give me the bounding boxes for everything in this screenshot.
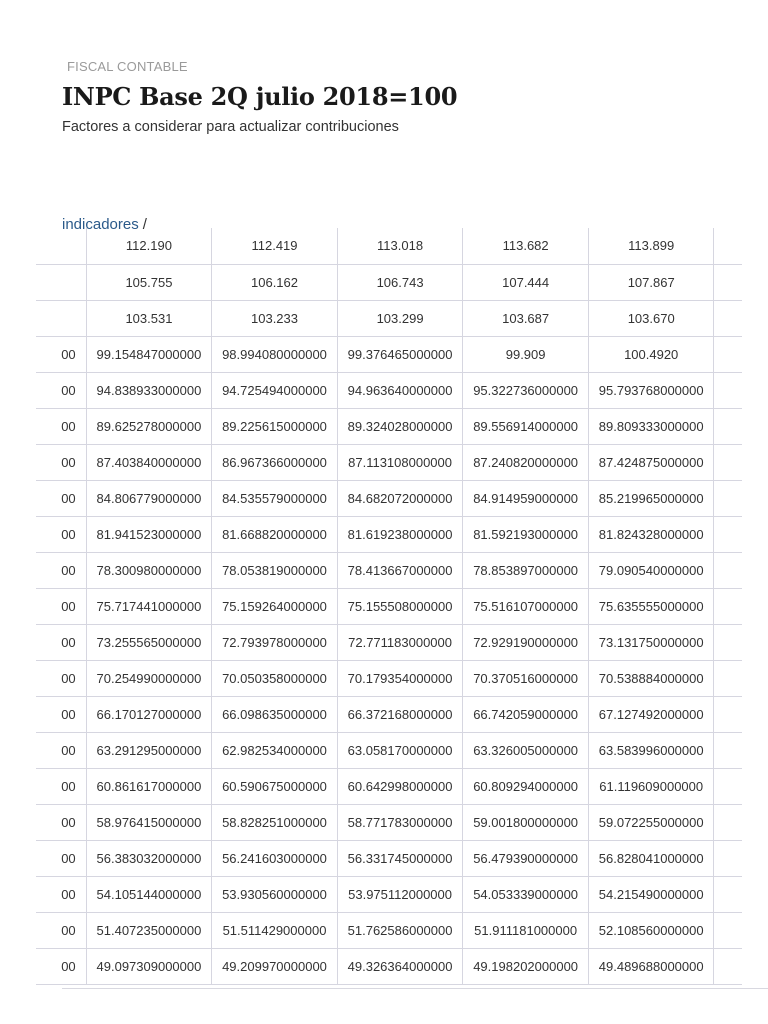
- table-cell: 73.131750000000: [588, 624, 714, 660]
- table-cell-lead: 00: [36, 624, 86, 660]
- table-cell: 103.233: [212, 300, 338, 336]
- table-cell-tail: [714, 948, 742, 984]
- table-cell: 58.828251000000: [212, 804, 338, 840]
- table-row: [36, 408, 742, 444]
- table-cell: 89.625278000000: [86, 408, 212, 444]
- table-cell: 99.909: [463, 336, 589, 372]
- table-cell: 60.861617000000: [86, 768, 212, 804]
- table-row: [36, 912, 742, 948]
- table-cell: 89.556914000000: [463, 408, 589, 444]
- table-cell: 75.159264000000: [212, 588, 338, 624]
- table-cell-lead: 00: [36, 840, 86, 876]
- table-cell: 54.105144000000: [86, 876, 212, 912]
- table-row: [36, 804, 742, 840]
- table-cell: 56.241603000000: [212, 840, 338, 876]
- table-cell: 107.867: [588, 264, 714, 300]
- table-cell: 113.018: [337, 228, 463, 264]
- page-subtitle: Factores a considerar para actualizar contribuciones: [62, 119, 399, 135]
- table-cell: 61.119609000000: [588, 768, 714, 804]
- inpc-table-body: [36, 228, 742, 984]
- table-cell: 58.771783000000: [337, 804, 463, 840]
- breadcrumb-separator: /: [142, 216, 147, 233]
- table-row: [36, 552, 742, 588]
- table-row: [36, 732, 742, 768]
- table-cell: 94.963640000000: [337, 372, 463, 408]
- table-cell: 81.619238000000: [337, 516, 463, 552]
- table-cell: 54.053339000000: [463, 876, 589, 912]
- table-row: [36, 660, 742, 696]
- table-cell: 100.4920: [588, 336, 714, 372]
- table-cell: 112.419: [212, 228, 338, 264]
- table-cell: 70.179354000000: [337, 660, 463, 696]
- table-cell: 99.376465000000: [337, 336, 463, 372]
- table-cell: 72.771183000000: [337, 624, 463, 660]
- table-cell-lead: 00: [36, 480, 86, 516]
- table-cell: 94.725494000000: [212, 372, 338, 408]
- table-cell: 51.511429000000: [212, 912, 338, 948]
- table-row: [36, 300, 742, 336]
- table-cell: 58.976415000000: [86, 804, 212, 840]
- table-cell: 53.930560000000: [212, 876, 338, 912]
- table-cell: 72.929190000000: [463, 624, 589, 660]
- table-cell: 49.489688000000: [588, 948, 714, 984]
- table-cell: 63.291295000000: [86, 732, 212, 768]
- table-cell: 66.372168000000: [337, 696, 463, 732]
- table-cell: 75.717441000000: [86, 588, 212, 624]
- table-cell: 60.642998000000: [337, 768, 463, 804]
- table-cell: 70.254990000000: [86, 660, 212, 696]
- table-cell: 112.190: [86, 228, 212, 264]
- table-cell: 103.687: [463, 300, 589, 336]
- table-row: [36, 696, 742, 732]
- table-cell: 87.403840000000: [86, 444, 212, 480]
- table-cell: 62.982534000000: [212, 732, 338, 768]
- table-cell: 84.682072000000: [337, 480, 463, 516]
- table-cell: 94.838933000000: [86, 372, 212, 408]
- table-cell: 81.592193000000: [463, 516, 589, 552]
- table-cell-tail: [714, 408, 742, 444]
- table-cell: 67.127492000000: [588, 696, 714, 732]
- table-cell-lead: 00: [36, 696, 86, 732]
- table-cell: 49.326364000000: [337, 948, 463, 984]
- table-row: [36, 768, 742, 804]
- table-cell: 103.531: [86, 300, 212, 336]
- table-cell: 84.914959000000: [463, 480, 589, 516]
- table-cell: 70.050358000000: [212, 660, 338, 696]
- breadcrumb-link-indicadores[interactable]: indicadores: [62, 216, 139, 233]
- table-row: [36, 624, 742, 660]
- table-cell: 72.793978000000: [212, 624, 338, 660]
- table-cell: 87.424875000000: [588, 444, 714, 480]
- table-cell: 95.322736000000: [463, 372, 589, 408]
- table-cell-tail: [714, 444, 742, 480]
- table-row: [36, 876, 742, 912]
- page-title: INPC Base 2Q julio 2018=100: [62, 82, 458, 111]
- table-cell: 66.742059000000: [463, 696, 589, 732]
- table-cell: 56.331745000000: [337, 840, 463, 876]
- table-cell-tail: [714, 912, 742, 948]
- table-cell: 56.479390000000: [463, 840, 589, 876]
- table-cell: 95.793768000000: [588, 372, 714, 408]
- table-cell: 106.162: [212, 264, 338, 300]
- table-cell: 70.538884000000: [588, 660, 714, 696]
- table-cell-tail: [714, 516, 742, 552]
- table-cell: 54.215490000000: [588, 876, 714, 912]
- table-cell: 51.911181000000: [463, 912, 589, 948]
- table-cell-tail: [714, 876, 742, 912]
- table-cell: 51.407235000000: [86, 912, 212, 948]
- table-cell: 113.682: [463, 228, 589, 264]
- table-cell-tail: [714, 336, 742, 372]
- table-row: [36, 372, 742, 408]
- table-cell: 89.324028000000: [337, 408, 463, 444]
- table-cell-lead: 00: [36, 732, 86, 768]
- table-cell: 70.370516000000: [463, 660, 589, 696]
- table-cell-lead: 00: [36, 552, 86, 588]
- table-cell: 78.413667000000: [337, 552, 463, 588]
- table-row: [36, 228, 742, 264]
- table-cell: 99.154847000000: [86, 336, 212, 372]
- table-cell-lead: 00: [36, 372, 86, 408]
- table-cell: 78.853897000000: [463, 552, 589, 588]
- table-cell: 52.108560000000: [588, 912, 714, 948]
- table-cell-lead: 00: [36, 336, 86, 372]
- table-cell: 107.444: [463, 264, 589, 300]
- table-cell-lead: 00: [36, 768, 86, 804]
- table-cell-lead: 00: [36, 516, 86, 552]
- table-cell: 53.975112000000: [337, 876, 463, 912]
- table-cell: 78.300980000000: [86, 552, 212, 588]
- inpc-table: [36, 228, 742, 985]
- table-cell: 86.967366000000: [212, 444, 338, 480]
- table-cell: 49.097309000000: [86, 948, 212, 984]
- table-cell: 49.209970000000: [212, 948, 338, 984]
- table-cell: 87.240820000000: [463, 444, 589, 480]
- table-cell-tail: [714, 804, 742, 840]
- table-cell: 89.809333000000: [588, 408, 714, 444]
- table-cell: 63.058170000000: [337, 732, 463, 768]
- table-cell-lead: [36, 300, 86, 336]
- table-cell-tail: [714, 696, 742, 732]
- table-cell: 60.809294000000: [463, 768, 589, 804]
- table-cell: 51.762586000000: [337, 912, 463, 948]
- table-row: [36, 516, 742, 552]
- table-cell: 75.155508000000: [337, 588, 463, 624]
- table-cell: 89.225615000000: [212, 408, 338, 444]
- table-cell-lead: 00: [36, 444, 86, 480]
- table-cell: 56.828041000000: [588, 840, 714, 876]
- table-cell-tail: [714, 480, 742, 516]
- table-cell-lead: [36, 264, 86, 300]
- table-cell-tail: [714, 588, 742, 624]
- table-cell: 98.994080000000: [212, 336, 338, 372]
- table-cell-tail: [714, 768, 742, 804]
- table-row: [36, 480, 742, 516]
- table-cell: 81.824328000000: [588, 516, 714, 552]
- table-cell-tail: [714, 264, 742, 300]
- table-cell-tail: [714, 624, 742, 660]
- table-row: [36, 840, 742, 876]
- table-cell: 59.072255000000: [588, 804, 714, 840]
- table-cell-tail: [714, 300, 742, 336]
- table-row: [36, 444, 742, 480]
- table-cell: 75.516107000000: [463, 588, 589, 624]
- table-cell-lead: 00: [36, 948, 86, 984]
- table-cell-tail: [714, 372, 742, 408]
- table-cell-lead: 00: [36, 408, 86, 444]
- table-cell: 49.198202000000: [463, 948, 589, 984]
- table-cell: 66.098635000000: [212, 696, 338, 732]
- table-cell: 81.941523000000: [86, 516, 212, 552]
- inpc-table-scroll-area[interactable]: [61, 238, 768, 989]
- table-cell: 75.635555000000: [588, 588, 714, 624]
- table-cell: 113.899: [588, 228, 714, 264]
- table-cell: 84.806779000000: [86, 480, 212, 516]
- table-cell: 105.755: [86, 264, 212, 300]
- table-cell: 73.255565000000: [86, 624, 212, 660]
- table-cell-lead: 00: [36, 876, 86, 912]
- table-cell-tail: [714, 660, 742, 696]
- table-row: [36, 264, 742, 300]
- table-cell: 59.001800000000: [463, 804, 589, 840]
- table-cell-tail: [714, 552, 742, 588]
- table-cell: 79.090540000000: [588, 552, 714, 588]
- table-cell-tail: [714, 228, 742, 264]
- table-cell-lead: 00: [36, 804, 86, 840]
- table-cell: 78.053819000000: [212, 552, 338, 588]
- table-row: [36, 588, 742, 624]
- table-cell-tail: [714, 732, 742, 768]
- table-cell: 56.383032000000: [86, 840, 212, 876]
- table-row: [36, 336, 742, 372]
- table-row: [36, 948, 742, 984]
- table-cell: 66.170127000000: [86, 696, 212, 732]
- table-cell: 106.743: [337, 264, 463, 300]
- table-cell: 103.299: [337, 300, 463, 336]
- table-cell: 87.113108000000: [337, 444, 463, 480]
- table-cell-lead: [36, 228, 86, 264]
- table-cell: 60.590675000000: [212, 768, 338, 804]
- table-cell: 63.326005000000: [463, 732, 589, 768]
- table-cell: 85.219965000000: [588, 480, 714, 516]
- table-cell-lead: 00: [36, 588, 86, 624]
- table-cell: 103.670: [588, 300, 714, 336]
- table-cell: 84.535579000000: [212, 480, 338, 516]
- table-cell-lead: 00: [36, 660, 86, 696]
- table-cell-tail: [714, 840, 742, 876]
- table-cell: 63.583996000000: [588, 732, 714, 768]
- category-label[interactable]: FISCAL CONTABLE: [67, 59, 188, 74]
- table-cell-lead: 00: [36, 912, 86, 948]
- table-cell: 81.668820000000: [212, 516, 338, 552]
